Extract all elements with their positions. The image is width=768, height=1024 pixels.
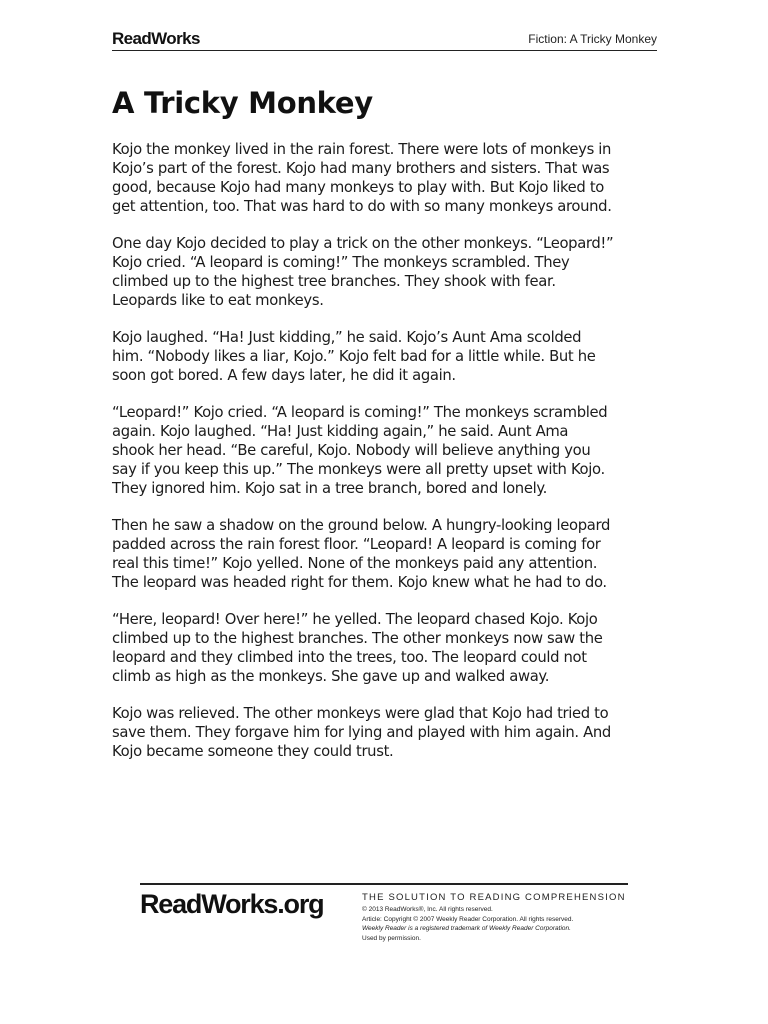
paragraph-2: One day Kojo decided to play a trick on the other monkeys. “Leopard!” Kojo cried. “A leopard is coming!” The monkeys scrambled. They climbed up to the highest tree branches. They shook with fear. Leopards like to eat monkeys. (112, 235, 614, 309)
story-title: A Tricky Monkey (112, 86, 373, 120)
document-label: Fiction: A Tricky Monkey (528, 32, 657, 46)
paragraph-3: Kojo laughed. “Ha! Just kidding,” he said. Kojo’s Aunt Ama scolded him. “Nobody likes a liar, Kojo.” Kojo felt bad for a little while. But he soon got bored. A few days later, he did it again. (112, 329, 596, 384)
paragraph-5: Then he saw a shadow on the ground below. A hungry-looking leopard padded across the rain forest floor. “Leopard! A leopard is coming for real this time!” Kojo yelled. None of the monkeys paid any attention. The leopard was headed right for them. Kojo knew what he had to do. (112, 517, 611, 591)
page-footer (140, 883, 628, 949)
readworks-logo: ReadWorks (112, 29, 200, 48)
paragraph-6: “Here, leopard! Over here!” he yelled. The leopard chased Kojo. Kojo climbed up to the highest branches. The other monkeys now saw the leopard and they climbed into the trees, too. The leopard could not climb as high as the monkeys. She gave up and walked away. (112, 611, 603, 685)
readworks-org-logo: ReadWorks.org (140, 889, 324, 919)
paragraph-1: Kojo the monkey lived in the rain forest. There were lots of monkeys in Kojo’s part of the forest. Kojo had many brothers and sisters. That was good, because Kojo had many monkeys to play with. But Kojo liked to get attention, too. That was hard to do with so many monkeys around. (112, 141, 612, 215)
footer-divider (140, 883, 628, 885)
credit-line: Article: Copyright © 2007 Weekly Reader Corporation. All rights reserved. (362, 915, 574, 923)
page-header (112, 28, 657, 51)
story-body (112, 140, 662, 779)
credit-line: © 2013 ReadWorks®, Inc. All rights reserved. (362, 906, 493, 913)
copyright-credits (362, 905, 573, 943)
paragraph-4: “Leopard!” Kojo cried. “A leopard is coming!” The monkeys scrambled again. Kojo laughed. “Ha! Just kidding again,” he said. Aunt Ama shook her head. “Be careful, Kojo. Nobody will believe anything you say if you keep this up.” The monkeys were all pretty upset with Kojo. They ignored him. Kojo sat in a tree branch, bored and lonely. (112, 404, 608, 497)
footer-tagline: THE SOLUTION TO READING COMPREHENSION (362, 892, 626, 903)
credit-line: Used by permission. (362, 934, 421, 942)
paragraph-7: Kojo was relieved. The other monkeys were glad that Kojo had tried to save them. They forgave him for lying and played with him again. And Kojo became someone they could trust. (112, 705, 611, 760)
credit-line: Weekly Reader is a registered trademark of Weekly Reader Corporation. (362, 925, 571, 932)
